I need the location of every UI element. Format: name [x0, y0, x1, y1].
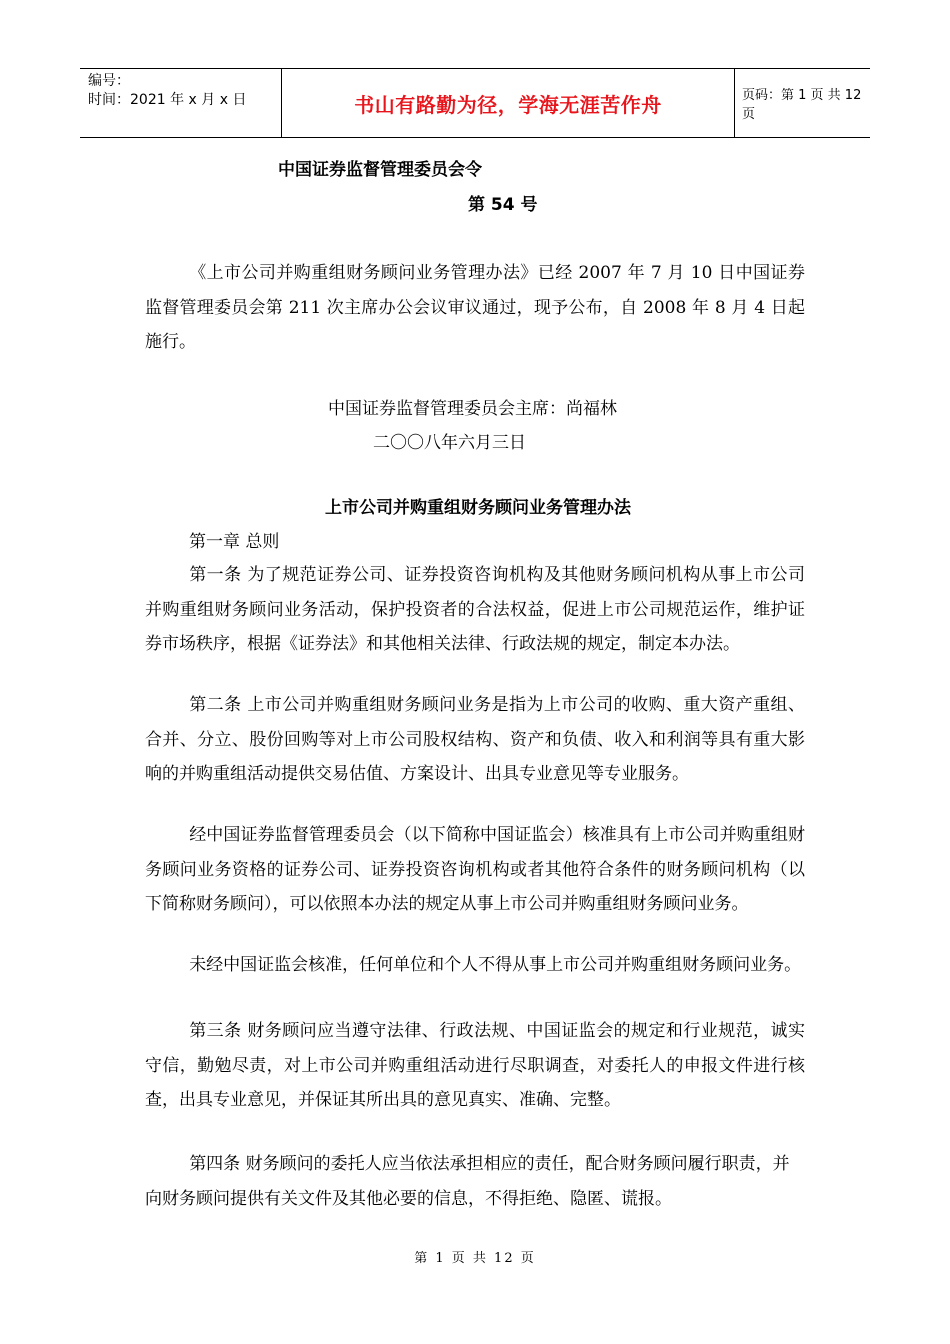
header-page-cell [734, 69, 870, 137]
order-number: 第 54 号 [468, 195, 538, 215]
regulation-title: 上市公司并购重组财务顾问业务管理办法 [325, 498, 631, 518]
order-issuer: 中国证券监督管理委员会令 [278, 160, 482, 180]
article-4: 第四条 财务顾问的委托人应当依法承担相应的责任，配合财务顾问履行职责，并向财务顾问提供有关文件及其他必要的信息，不得拒绝、隐匿、谎报。 [145, 1154, 790, 1209]
header-meta [80, 69, 281, 137]
article-3: 第三条 财务顾问应当遵守法律、行政法规、中国证监会的规定和行业规范，诚实守信，勤勉尽责，对上市公司并购重组活动进行尽职调查，对委托人的申报文件进行核查，出具专业意见，并保证其所出具的意见真实、准确、完整。 [145, 1021, 805, 1110]
header-time: 时间：2021 年 x 月 x 日 [88, 92, 247, 108]
article-2-clause-2: 经中国证券监督管理委员会（以下简称中国证监会）核准具有上市公司并购重组财务顾问业务资格的证券公司、证券投资咨询机构或者其他符合条件的财务顾问机构（以下简称财务顾问），可以依照本办法的规定从事上市公司并购重组财务顾问业务。 [145, 825, 805, 914]
article-2: 第二条 上市公司并购重组财务顾问业务是指为上市公司的收购、重大资产重组、合并、分立、股份回购等对上市公司股权结构、资产和负债、收入和利润等具有重大影响的并购重组活动提供交易估值、方案设计、出具专业意见等专业服务。 [145, 695, 805, 784]
article-2-clause-3: 未经中国证监会核准，任何单位和个人不得从事上市公司并购重组财务顾问业务。 [189, 955, 802, 975]
order-signature: 中国证券监督管理委员会主席：尚福林 [328, 399, 617, 419]
header-page-code: 页码：第 1 页 共 12 页 [742, 88, 862, 122]
header-motto-cell [281, 69, 735, 137]
article-1: 第一条 为了规范证券公司、证券投资咨询机构及其他财务顾问机构从事上市公司并购重组财务顾问业务活动，保护投资者的合法权益，促进上市公司规范运作，维护证券市场秩序，根据《证券法》和其他相关法律、行政法规的规定，制定本办法。 [145, 565, 805, 654]
chapter-heading: 第一章 总则 [189, 532, 280, 552]
order-body: 《上市公司并购重组财务顾问业务管理办法》已经 2007 年 7 月 10 日中国证券监督管理委员会第 211 次主席办公会议审议通过，现予公布，自 2008 年 8 月 4 日起施行。 [145, 263, 805, 352]
header-number: 编号： [88, 73, 130, 89]
header-motto: 书山有路勤为径，学海无涯苦作舟 [354, 92, 662, 117]
order-date: 二〇〇八年六月三日 [373, 433, 526, 453]
page-footer: 第 1 页 共 12 页 [414, 1251, 536, 1266]
page-header [80, 68, 870, 138]
